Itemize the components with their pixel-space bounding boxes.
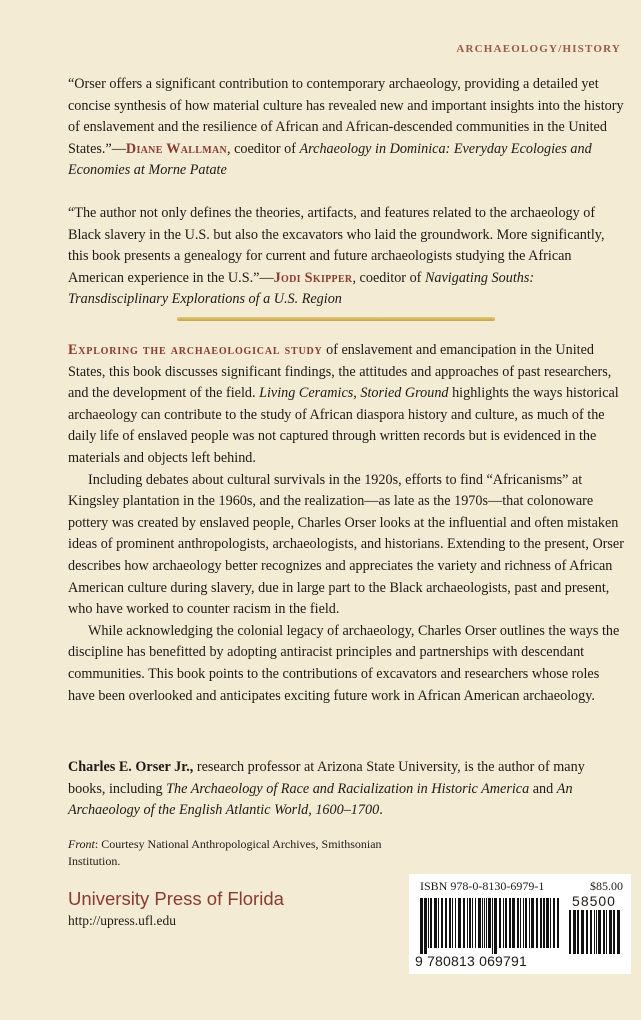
description-paragraph xyxy=(68,340,624,470)
bio-book-title: The Archaeology of Race and Racialization in Historic America xyxy=(166,780,530,797)
author-name: Charles E. Orser Jr., xyxy=(68,759,194,775)
credit-text: : Courtesy National Anthropological Archives, Smithsonian Institution. xyxy=(68,837,382,868)
isbn-label: ISBN 978-0-8130-6979-1 xyxy=(420,879,545,893)
description-text: of enslavement and emancipation in the United States, this book discusses significant findings, the attitudes and approaches of past researchers, and the development of the field. xyxy=(68,342,612,402)
book-description xyxy=(68,340,624,707)
quote-role: , coeditor of xyxy=(227,140,300,157)
cover-credit xyxy=(68,836,388,870)
endorsement-quote xyxy=(68,74,624,182)
author-bio xyxy=(68,757,624,822)
quote-author: Jodi Skipper xyxy=(273,269,353,286)
publisher-name: University Press of Florida xyxy=(68,888,284,909)
price-label: $85.00 xyxy=(590,879,623,893)
description-paragraph: Including debates about cultural survivals in the 1920s, efforts to find “Africanisms” at Kingsley plantation in the 1960s, and the realization—as late as the 1970s—that colonoware pottery was created by enslaved people, Charles Orser looks at the influential and often mistaken ideas of prominent anthropologists, archaeologists, and historians. Extending to the present, Orser describes how archaeology better recognizes and appreciates the variety and richness of African American culture during slavery, due in large part to the Black archaeologists, past and present, who have worked to counter racism in the field. xyxy=(68,471,624,618)
publisher-url[interactable]: http://upress.ufl.edu xyxy=(68,913,176,928)
quote-role: , coeditor of xyxy=(352,269,425,286)
quote-text: “Orser offers a significant contribution to contemporary archaeology, providing a detailed yet concise synthesis of how material culture has revealed new and important insights into the history of enslavement and the resilience of African and African-descended communities in the United States.”— xyxy=(68,76,624,157)
quote-author: Diane Wallman xyxy=(125,140,227,157)
book-title: Living Ceramics, Storied Ground xyxy=(259,385,449,402)
price-addon-number: 58500 xyxy=(572,893,616,909)
description-text: highlights the ways historical archaeology can contribute to the study of African diaspora history and culture, as much of the daily life of enslaved people was not captured through written records but is evidenced in the materials and objects left behind. xyxy=(68,385,619,466)
quote-book-title: Archaeology in Dominica: Everyday Ecologies and Economies at Morne Patate xyxy=(68,140,592,178)
category-label: ARCHAEOLOGY/HISTORY xyxy=(456,43,621,55)
ean-barcode xyxy=(420,898,560,954)
bio-text: . xyxy=(379,802,383,819)
quote-book-title: Navigating Souths: Transdisciplinary Explorations of a U.S. Region xyxy=(68,269,535,307)
credit-label: Front xyxy=(68,837,95,851)
barcode-block xyxy=(409,874,631,974)
addon-barcode xyxy=(569,910,624,954)
ornamental-divider xyxy=(177,317,495,321)
bio-text: and xyxy=(529,780,557,797)
description-paragraph: While acknowledging the colonial legacy of archaeology, Charles Orser outlines the ways the discipline has benefitted by adopting antiracist principles and partnerships with descendant communities. This book points to the contributions of excavators and researchers whose roles have been overlooked and anticipates exciting future work in African American archaeology. xyxy=(68,622,620,704)
bio-text: research professor at Arizona State University, is the author of many books, including xyxy=(68,759,585,797)
endorsement-quote xyxy=(68,203,624,311)
lead-in-text: Exploring the archaeological study xyxy=(68,342,323,358)
quote-text: “The author not only defines the theories, artifacts, and features related to the archaeology of Black slavery in the U.S. but also the excavators who laid the groundwork. More significantly, this book presents a genealogy for current and future archaeologists studying the African American experience in the U.S.”— xyxy=(68,205,605,286)
bio-book-title: An Archaeology of the English Atlantic World, 1600–1700 xyxy=(68,780,573,819)
ean-number: 9 780813 069791 xyxy=(415,953,527,969)
